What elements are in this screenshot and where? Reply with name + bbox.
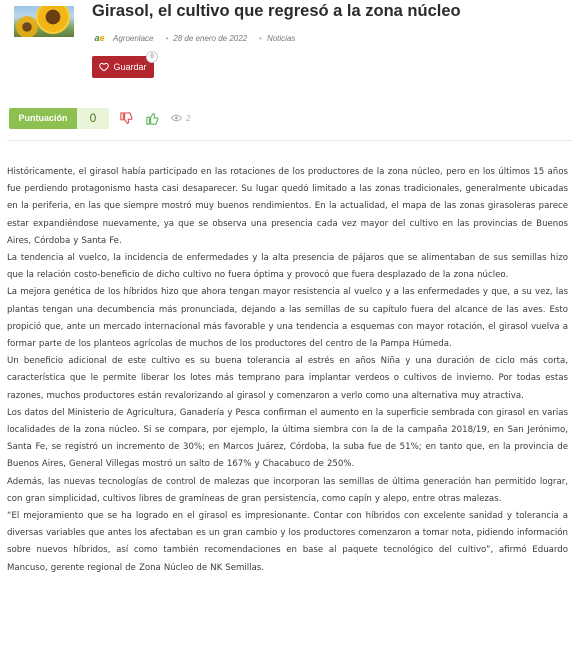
save-button[interactable] <box>92 56 154 78</box>
heart-icon <box>99 62 109 72</box>
article-paragraph: Además, las nuevas tecnologías de control de malezas que incorporan las semillas de última generación han permitido lograr, con gran simplicidad, cultivos libres de gramíneas de gran persistencia, como capín y alepo, entre otras malezas. <box>7 476 568 504</box>
article-paragraph: La tendencia al vuelco, la incidencia de enfermedades y la alta presencia de pájaros que se alimentaban de sus semillas hizo que la relación costo-beneficio de dicho cultivo no fuera óptima y provocó que fuera desplazado de la zona núcleo. <box>7 253 568 281</box>
dislike-button[interactable] <box>117 109 135 127</box>
article-paragraph: Los datos del Ministerio de Agricultura, Ganadería y Pesca confirman el aumento en la superficie sembrada con girasol en varias localidades de la zona núcleo. Si se compara, por ejemplo, la última siembra con la de la campaña 2018/19, en San Jerónimo, Santa Fe, se registró un incremento de 30%; en Marcos Juárez, Córdoba, la suba fue de 51%; en tanto que, en la provincia de Buenos Aires, General Villegas mostró un salto de 167% y Chacabuco de 250%. <box>7 407 568 470</box>
article-paragraph: Históricamente, el girasol había participado en las rotaciones de los productores de la zona núcleo, pero en los últimos 15 años fue perdiendo protagonismo hasta casi desaparecer. Su lugar quedó limitado a las zonas tradicionales, generalmente ubicadas en la periferia, en las que siempre mostró muy buenos rendimientos. En la actualidad, el mapa de las zonas girasoleras parece estar expandiéndose nuevamente, ya que se observa una presencia cada vez mayor del cultivo en las provincias de Buenos Aires, Córdoba y Santa Fe. <box>7 167 568 246</box>
rating-label: Puntuación <box>9 108 77 129</box>
thumbs-down-icon <box>119 111 134 126</box>
separator-dot: • <box>165 33 169 43</box>
save-count-badge: 0 <box>146 51 158 63</box>
save-button-label: Guardar <box>113 62 147 72</box>
rating-value: 0 <box>77 108 109 129</box>
eye-icon <box>171 114 182 122</box>
thumbs-up-icon <box>145 111 160 126</box>
publish-date: 28 de enero de 2022 <box>173 33 248 43</box>
article-title: Girasol, el cultivo que regresó a la zona núcleo <box>92 2 461 20</box>
article-thumbnail[interactable] <box>14 6 74 37</box>
divider <box>7 140 572 141</box>
article-body <box>7 164 568 577</box>
article-meta <box>92 30 295 46</box>
article-paragraph: La mejora genética de los híbridos hizo que ahora tengan mayor resistencia al vuelco y a las enfermedades y que, a su vez, las plantas tengan una decumbencia más pronunciada, dejando a las semillas de su capítulo fuera del alcance de las aves. Esto propició que, ante un mercado internacional más favorable y una tendencia a esquemas con mayor rotación, el girasol vuelva a formar parte de los planteos agrícolas de muchos de los productores del centro de la Pampa Húmeda. <box>7 287 568 350</box>
category-link[interactable]: Noticias <box>266 33 296 43</box>
views-count: 2 <box>186 113 191 123</box>
separator-dot: • <box>259 33 262 43</box>
article-paragraph: “El mejoramiento que se ha logrado en el girasol es impresionante. Contar con híbridos con excelente sanidad y tolerancia a diversas variables que antes los afectaban es un gran cambio y los productores comenzaron a tomar nota, pidiendo información sobre nuevos híbridos, así como también recomendaciones en base al paquete tecnológico del cultivo”, afirmó Eduardo Mancuso, gerente regional de Zona Núcleo de NK Semillas. <box>7 511 568 573</box>
sunflower-image-part <box>16 16 38 37</box>
author-logo-icon: a e <box>94 33 105 43</box>
views-counter <box>171 114 190 123</box>
rating-bar <box>9 107 190 129</box>
like-button[interactable] <box>143 109 161 127</box>
sunflower-image-main <box>36 6 70 34</box>
author-name[interactable]: Agroenlace <box>113 33 154 43</box>
article-paragraph: Un beneficio adicional de este cultivo es su buena tolerancia al estrés en años Niña y una duración de ciclo más corta, característica que le permite liberar los lotes más temprano para implantar verdeos o cultivos de invierno. Por todas estas razones, muchos productores están revalorizando al girasol y comenzaron a verlo como una alternativa muy atractiva. <box>7 356 568 401</box>
